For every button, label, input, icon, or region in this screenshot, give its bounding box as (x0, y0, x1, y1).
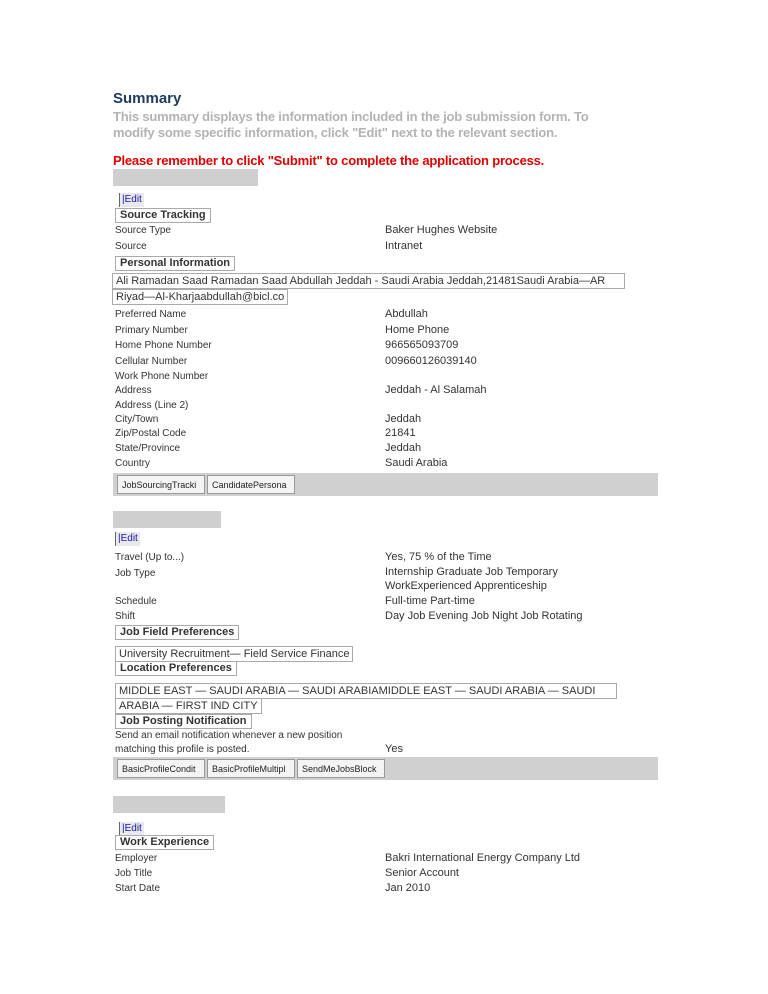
field-value: Internship Graduate Job Temporary (385, 566, 558, 578)
field-value: Intranet (385, 240, 423, 252)
work-experience-title: Work Experience (115, 835, 214, 850)
field-label: Job Type (115, 568, 156, 579)
page-title: Summary (113, 90, 182, 107)
field-value: Jeddah - Al Salamah (385, 384, 487, 396)
personal-info-line1: Ali Ramadan Saad Ramadan Saad Abdullah Jeddah - Saudi Arabia Jeddah,21481Saudi Arabia—AR (112, 273, 625, 289)
field-value: Saudi Arabia (385, 457, 448, 469)
section-header-bar (113, 511, 221, 528)
field-label: Travel (Up to...) (115, 552, 185, 563)
tab-basic-profile-multiple[interactable]: BasicProfileMultipl (207, 759, 295, 778)
field-value: Senior Account (385, 867, 459, 879)
location-preferences-title: Location Preferences (115, 661, 237, 676)
field-value: Home Phone (385, 324, 450, 336)
source-tracking-title: Source Tracking (115, 208, 211, 223)
personal-info-line2: Riyad—Al-Kharjaabdullah@bicl.co (112, 289, 288, 305)
tab-job-sourcing-tracking[interactable]: JobSourcingTracki (117, 475, 205, 494)
job-field-preferences-title: Job Field Preferences (115, 625, 239, 640)
field-value: 966565093709 (385, 339, 459, 351)
field-label: Work Phone Number (115, 371, 209, 382)
field-label: Home Phone Number (115, 340, 212, 351)
tab-candidate-personal[interactable]: CandidatePersona (207, 475, 295, 494)
field-label: Source (115, 241, 147, 252)
field-label: Address (115, 385, 152, 396)
notification-text-line1: Send an email notification whenever a new position (115, 730, 343, 741)
field-value: Baker Hughes Website (385, 224, 498, 236)
field-label: Source Type (115, 225, 171, 236)
notification-text-line2: matching this profile is posted. (115, 744, 250, 755)
field-label: Primary Number (115, 325, 188, 336)
field-label: Cellular Number (115, 356, 188, 367)
field-value: Jeddah (385, 442, 422, 454)
field-label: Zip/Postal Code (115, 428, 187, 439)
field-value: Abdullah (385, 308, 428, 320)
field-label: Shift (115, 611, 136, 622)
field-label: Job Title (115, 868, 153, 879)
location-preferences-line2: ARABIA — FIRST IND CITY (115, 698, 262, 714)
tab-send-me-jobs-block[interactable]: SendMeJobsBlock (297, 759, 385, 778)
field-value-cont: WorkExperienced Apprenticeship (385, 580, 547, 592)
field-value: Bakri International Energy Company Ltd (385, 852, 581, 864)
field-label: Schedule (115, 596, 157, 607)
field-value: 009660126039140 (385, 355, 477, 367)
field-value: 21841 (385, 427, 416, 439)
submit-reminder: Please remember to click "Submit" to complete the application process. (113, 153, 545, 168)
section-header-bar (113, 796, 225, 813)
job-posting-notification-title: Job Posting Notification (115, 714, 252, 729)
field-label: Start Date (115, 883, 161, 894)
summary-description-line2: modify some specific information, click "Edit" next to the relevant section. (113, 125, 558, 140)
summary-description-line1: This summary displays the information included in the job submission form. To (113, 109, 589, 124)
edit-link-source[interactable]: |Edit (119, 193, 144, 207)
field-value: Jeddah (385, 413, 422, 425)
field-label: Address (Line 2) (115, 400, 189, 411)
field-label: Country (115, 458, 151, 469)
field-value: Full-time Part-time (385, 595, 475, 607)
job-field-preferences-value: University Recruitment— Field Service Finance (115, 646, 353, 662)
field-label: Preferred Name (115, 309, 187, 320)
field-label: Employer (115, 853, 158, 864)
field-value: Yes, 75 % of the Time (385, 551, 492, 563)
section-header-bar (113, 169, 258, 186)
personal-information-title: Personal Information (115, 256, 235, 271)
field-label: State/Province (115, 443, 181, 454)
edit-link-profile[interactable]: |Edit (115, 532, 140, 546)
field-value: Jan 2010 (385, 882, 431, 894)
tab-basic-profile-condition[interactable]: BasicProfileCondit (117, 759, 205, 778)
edit-link-work[interactable]: |Edit (119, 822, 144, 836)
notification-value: Yes (385, 743, 403, 755)
field-label: City/Town (115, 414, 159, 425)
location-preferences-line1: MIDDLE EAST — SAUDI ARABIA — SAUDI ARABIAMIDDLE EAST — SAUDI ARABIA — SAUDI (115, 683, 617, 699)
field-value: Day Job Evening Job Night Job Rotating (385, 610, 583, 622)
